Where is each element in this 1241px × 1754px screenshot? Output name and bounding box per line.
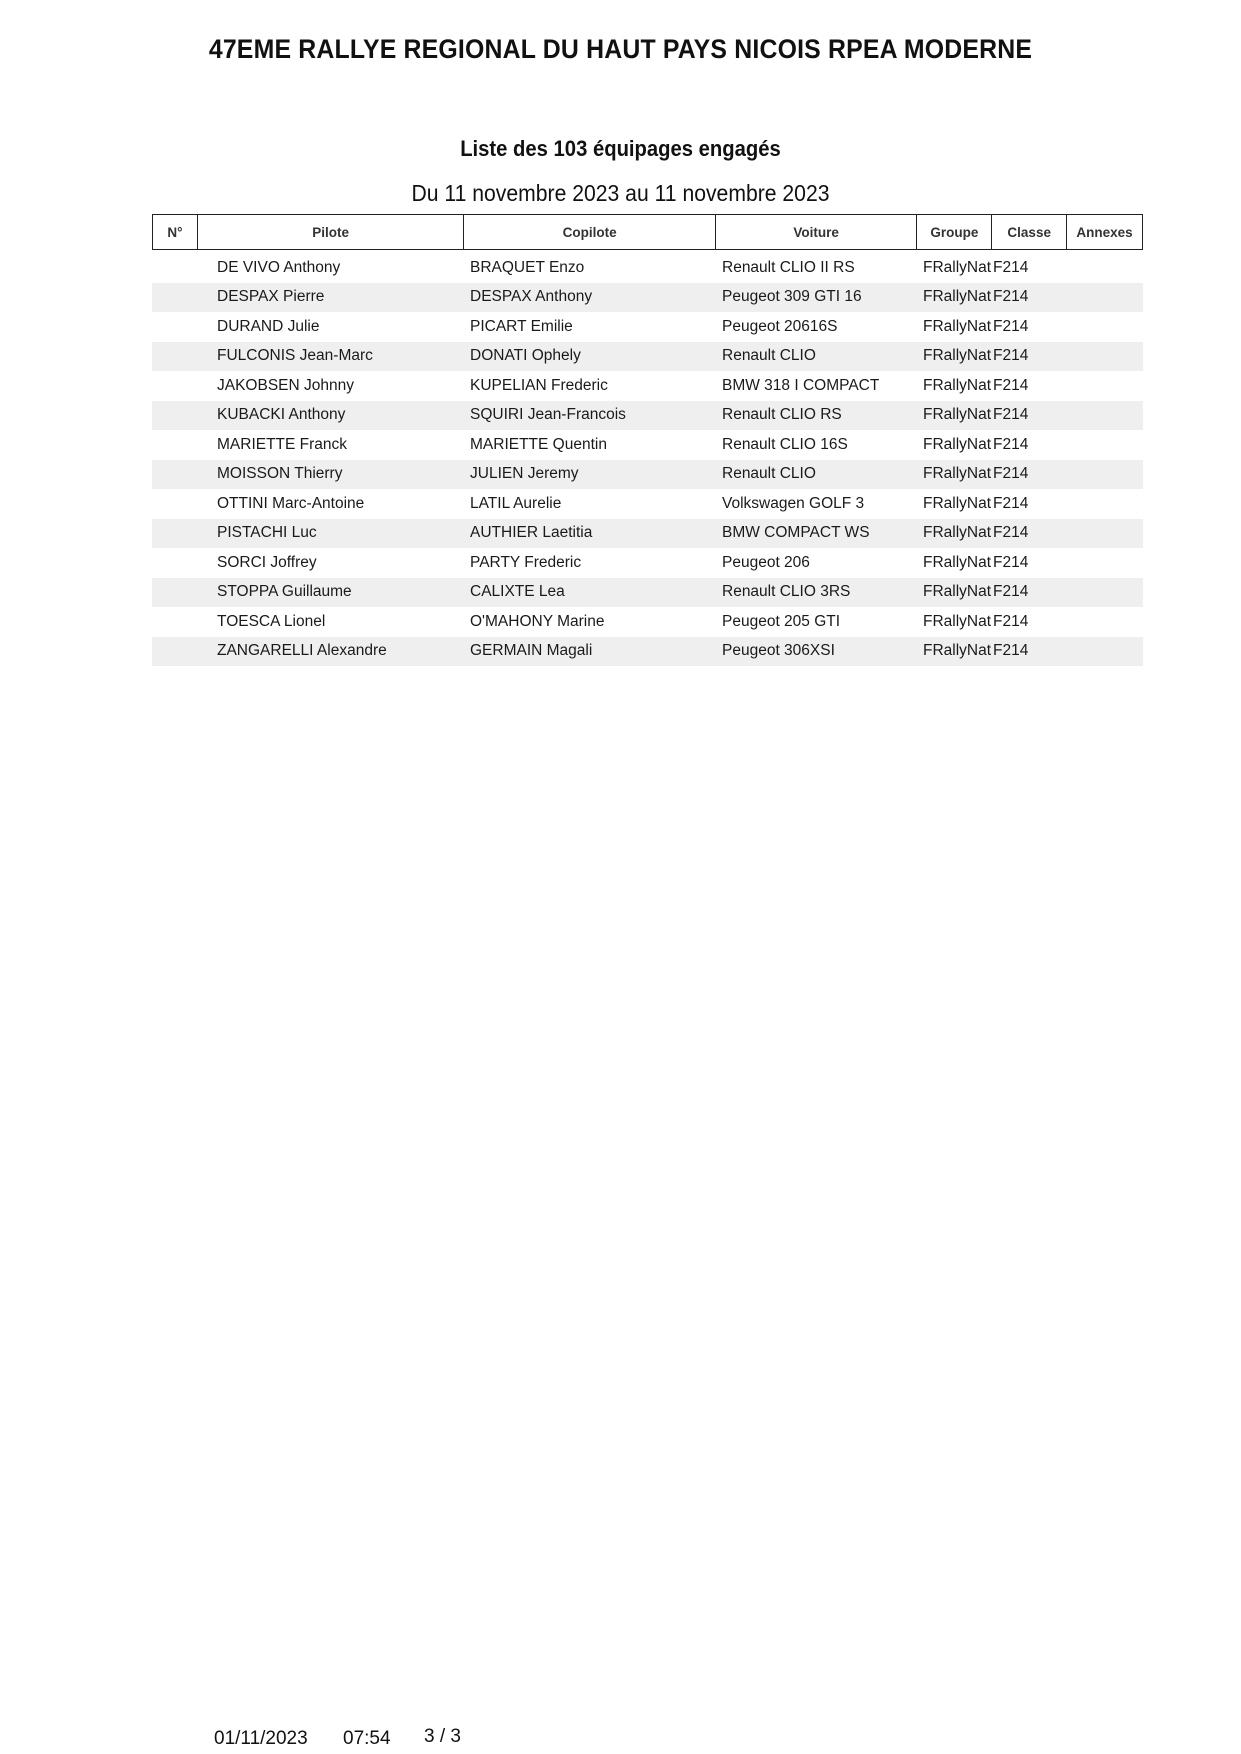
column-header-voiture: Voiture [716, 215, 918, 249]
cell-classe: F214 [993, 317, 1029, 335]
cell-classe: F214 [993, 553, 1029, 571]
cell-groupe: FRallyNat [923, 347, 992, 365]
column-header-no: N° [153, 215, 198, 249]
column-header-pilote: Pilote [198, 215, 464, 249]
cell-pilote: FULCONIS Jean-Marc [217, 347, 373, 365]
cell-classe: F214 [993, 494, 1029, 512]
table-body [152, 253, 1143, 666]
cell-voiture: Peugeot 306XSI [722, 642, 835, 660]
cell-pilote: SORCI Joffrey [217, 553, 317, 571]
cell-voiture: Renault CLIO [722, 465, 816, 483]
table-row [152, 489, 1143, 519]
cell-copilote: PARTY Frederic [470, 553, 582, 571]
cell-pilote: DESPAX Pierre [217, 288, 325, 306]
table-row [152, 371, 1143, 401]
cell-groupe: FRallyNat [923, 406, 992, 424]
cell-voiture: Peugeot 205 GTI [722, 612, 841, 630]
cell-voiture: Volkswagen GOLF 3 [722, 494, 865, 512]
table-row [152, 637, 1143, 667]
cell-classe: F214 [993, 524, 1029, 542]
event-dates: Du 11 novembre 2023 au 11 novembre 2023 [411, 180, 830, 206]
cell-pilote: DURAND Julie [217, 317, 320, 335]
cell-copilote: CALIXTE Lea [470, 583, 565, 601]
cell-pilote: JAKOBSEN Johnny [217, 376, 354, 394]
cell-classe: F214 [993, 258, 1029, 276]
table-row [152, 548, 1143, 578]
cell-copilote: SQUIRI Jean-Francois [470, 406, 626, 424]
cell-classe: F214 [993, 435, 1029, 453]
cell-classe: F214 [993, 612, 1029, 630]
table-row [152, 460, 1143, 490]
cell-copilote: DONATI Ophely [470, 347, 581, 365]
cell-groupe: FRallyNat [923, 317, 992, 335]
cell-classe: F214 [993, 288, 1029, 306]
cell-groupe: FRallyNat [923, 465, 992, 483]
document-subtitle: Liste des 103 équipages engagés [460, 136, 781, 161]
cell-copilote: MARIETTE Quentin [470, 435, 607, 453]
column-header-groupe: Groupe [917, 215, 992, 249]
table-row [152, 578, 1143, 608]
cell-copilote: LATIL Aurelie [470, 494, 562, 512]
cell-copilote: JULIEN Jeremy [470, 465, 579, 483]
cell-groupe: FRallyNat [923, 642, 992, 660]
cell-groupe: FRallyNat [923, 376, 992, 394]
print-date: 01/11/2023 [214, 1728, 308, 1749]
cell-copilote: GERMAIN Magali [470, 642, 593, 660]
document-title: 47EME RALLYE REGIONAL DU HAUT PAYS NICOIS RPEA MODERNE [208, 34, 1033, 64]
page-number: 3 / 3 [424, 1726, 461, 1747]
table-row [152, 607, 1143, 637]
cell-copilote: BRAQUET Enzo [470, 258, 585, 276]
table-row [152, 312, 1143, 342]
page-footer [0, 1728, 1241, 1754]
table-row [152, 401, 1143, 431]
cell-pilote: MARIETTE Franck [217, 435, 348, 453]
cell-pilote: ZANGARELLI Alexandre [217, 642, 387, 660]
cell-groupe: FRallyNat [923, 583, 992, 601]
column-header-classe: Classe [992, 215, 1067, 249]
entries-table [152, 214, 1143, 666]
cell-voiture: BMW COMPACT WS [722, 524, 870, 542]
cell-groupe: FRallyNat [923, 288, 992, 306]
cell-copilote: AUTHIER Laetitia [470, 524, 593, 542]
cell-pilote: TOESCA Lionel [217, 612, 326, 630]
cell-pilote: OTTINI Marc-Antoine [217, 494, 365, 512]
cell-pilote: MOISSON Thierry [217, 465, 343, 483]
cell-voiture: Renault CLIO [722, 347, 816, 365]
cell-classe: F214 [993, 376, 1029, 394]
cell-classe: F214 [993, 347, 1029, 365]
cell-classe: F214 [993, 406, 1029, 424]
cell-groupe: FRallyNat [923, 258, 992, 276]
cell-copilote: O'MAHONY Marine [470, 612, 605, 630]
table-row [152, 519, 1143, 549]
cell-voiture: Renault CLIO RS [722, 406, 842, 424]
table-row [152, 283, 1143, 313]
cell-classe: F214 [993, 642, 1029, 660]
cell-pilote: PISTACHI Luc [217, 524, 317, 542]
print-time: 07:54 [343, 1728, 391, 1749]
cell-voiture: Peugeot 20616S [722, 317, 838, 335]
cell-groupe: FRallyNat [923, 612, 992, 630]
cell-copilote: KUPELIAN Frederic [470, 376, 608, 394]
table-header [152, 214, 1143, 250]
cell-voiture: BMW 318 I COMPACT [722, 376, 880, 394]
cell-voiture: Renault CLIO 3RS [722, 583, 851, 601]
table-row [152, 430, 1143, 460]
cell-pilote: DE VIVO Anthony [217, 258, 341, 276]
cell-copilote: DESPAX Anthony [470, 288, 593, 306]
cell-voiture: Peugeot 309 GTI 16 [722, 288, 862, 306]
cell-pilote: KUBACKI Anthony [217, 406, 346, 424]
cell-pilote: STOPPA Guillaume [217, 583, 352, 601]
column-header-copilote: Copilote [464, 215, 715, 249]
cell-groupe: FRallyNat [923, 524, 992, 542]
cell-groupe: FRallyNat [923, 494, 992, 512]
cell-classe: F214 [993, 583, 1029, 601]
cell-groupe: FRallyNat [923, 435, 992, 453]
cell-classe: F214 [993, 465, 1029, 483]
cell-voiture: Peugeot 206 [722, 553, 810, 571]
cell-copilote: PICART Emilie [470, 317, 573, 335]
table-row [152, 342, 1143, 372]
column-header-annexes: Annexes [1076, 224, 1133, 240]
table-row [152, 253, 1143, 283]
cell-voiture: Renault CLIO II RS [722, 258, 855, 276]
cell-voiture: Renault CLIO 16S [722, 435, 848, 453]
cell-groupe: FRallyNat [923, 553, 992, 571]
